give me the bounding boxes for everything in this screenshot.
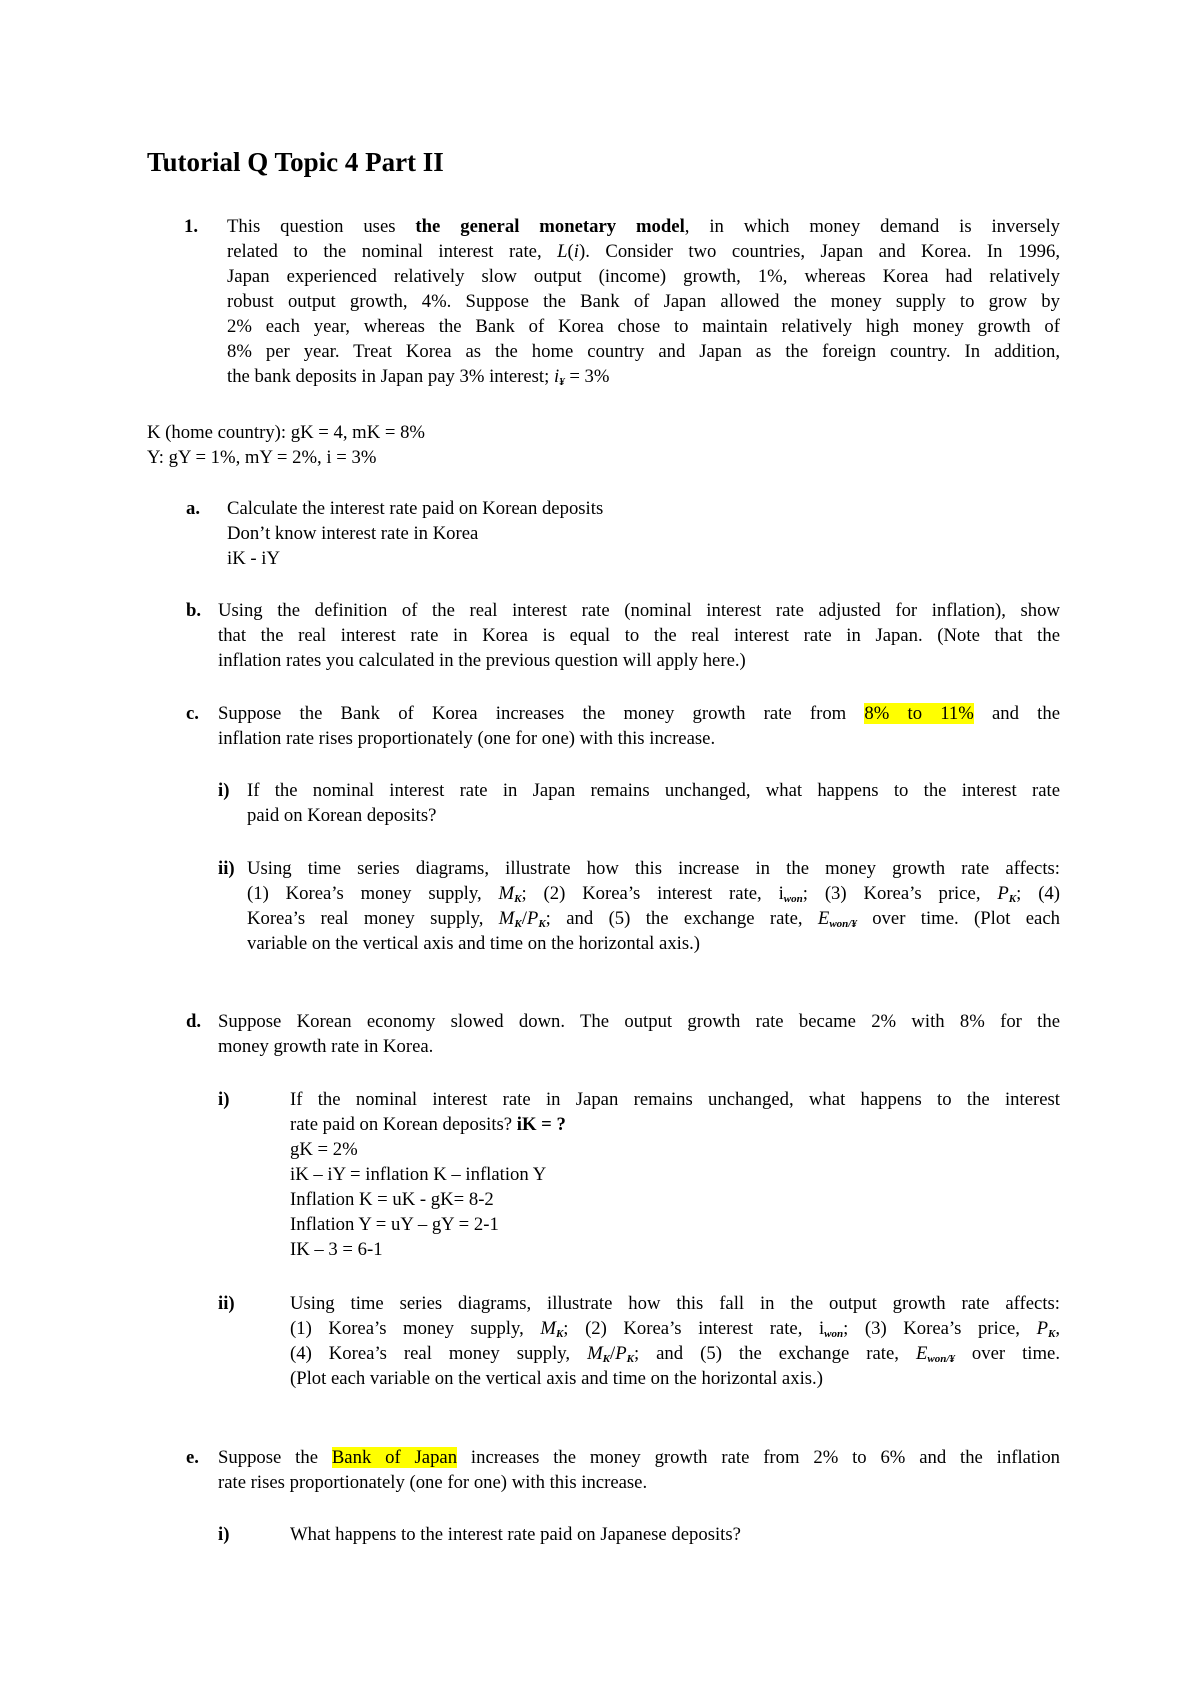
question-number: 1. [184, 216, 199, 237]
question-1-line: This question uses the general monetary model, in which money demand is inversely [227, 216, 1060, 237]
italic-symbol: P [526, 908, 539, 929]
part-d-ii-label: ii) [218, 1293, 235, 1314]
part-c-i-label: i) [218, 780, 230, 801]
subscript: K [602, 1353, 610, 1365]
part-c-line: Suppose the Bank of Korea increases the money growth rate from 8% to 11% and the [218, 703, 1061, 724]
italic-symbol: P [997, 883, 1009, 904]
italic-symbol: M [498, 908, 515, 929]
question-1-line: robust output growth, 4%. Suppose the Bank of Japan allowed the money supply to grow by [227, 291, 1060, 312]
subscript: K [1008, 893, 1017, 905]
part-c-line: inflation rate rises proportionately (one for one) with this increase. [218, 728, 716, 749]
subscript: won/¥ [829, 918, 857, 930]
subscript: K [514, 918, 522, 930]
part-d-ii-line: (4) Korea’s real money supply, $M_K/P_K$; and (5) the exchange rate, $E_{won/¥}$ over time. [290, 1343, 1060, 1365]
part-e-line: Suppose the Bank of Japan increases the money growth rate from 2% to 6% and the inflation [218, 1447, 1061, 1468]
part-d-i-line: Inflation Y = uY – gY = 2-1 [290, 1214, 499, 1235]
part-c-i-line: If the nominal interest rate in Japan remains unchanged, what happens to the interest rate [247, 780, 1060, 801]
part-d-label: d. [186, 1011, 202, 1032]
part-a-question: Calculate the interest rate paid on Korean deposits [227, 498, 604, 519]
question-1-line: 2% each year, whereas the Bank of Korea chose to maintain relatively high money growth of [227, 316, 1060, 337]
bold-text: iK = ? [516, 1114, 566, 1135]
italic-symbol: i [573, 241, 579, 262]
part-e-i-line: What happens to the interest rate paid on Japanese deposits? [290, 1524, 741, 1545]
part-d-i-line: iK – iY = inflation K – inflation Y [290, 1164, 547, 1185]
subscript: K [1047, 1328, 1056, 1340]
highlighted-text: 8% to 11% [864, 703, 974, 724]
subscript: ¥ [559, 376, 565, 388]
question-1-line: Japan experienced relatively slow output (income) growth, 1%, whereas Korea had relatively [227, 266, 1060, 287]
part-b-line: that the real interest rate in Korea is equal to the real interest rate in Japan. (Note that the [218, 625, 1060, 646]
part-d-i-line: rate paid on Korean deposits? iK = ? [290, 1114, 566, 1135]
given-foreign-country: Y: gY = 1%, mY = 2%, i = 3% [147, 447, 377, 468]
subscript: won/¥ [927, 1353, 955, 1365]
part-c-ii-label: ii) [218, 858, 235, 879]
part-d-i-line: Inflation K = uK - gK= 8-2 [290, 1189, 494, 1210]
part-d-i-line: gK = 2% [290, 1139, 358, 1160]
italic-symbol: M [540, 1318, 556, 1339]
italic-symbol: P [615, 1343, 627, 1364]
highlighted-text: Bank of Japan [331, 1447, 458, 1468]
part-c-label: c. [186, 703, 199, 724]
subscript: won [783, 893, 803, 905]
given-home-country: K (home country): gK = 4, mK = 8% [147, 422, 425, 443]
part-a-formula: iK - iY [227, 548, 280, 569]
italic-symbol: i [553, 366, 560, 387]
subscript: K [514, 893, 522, 905]
part-d-ii-line: Using time series diagrams, illustrate how this fall in the output growth rate affects: [290, 1293, 1060, 1314]
subscript: K [626, 1353, 634, 1365]
italic-symbol: E [817, 908, 830, 929]
part-b-line: inflation rates you calculated in the previous question will apply here.) [218, 650, 746, 671]
question-1-line: related to the nominal interest rate, L(i). Consider two countries, Japan and Korea. In 1996, [227, 241, 1060, 262]
question-1-line: the bank deposits in Japan pay 3% interest; $i_¥ = 3\%$ [227, 366, 610, 388]
bold-text: the general monetary model [415, 216, 685, 237]
question-1-line: 8% per year. Treat Korea as the home country and Japan as the foreign country. In addition, [227, 341, 1060, 362]
part-c-ii-line: variable on the vertical axis and time on the horizontal axis.) [247, 933, 701, 954]
part-d-line: Suppose Korean economy slowed down. The output growth rate became 2% with 8% for the [218, 1011, 1060, 1032]
italic-symbol: M [498, 883, 515, 904]
subscript: K [538, 918, 546, 930]
page-title: Tutorial Q Topic 4 Part II [147, 147, 444, 177]
italic-symbol: M [587, 1343, 603, 1364]
part-d-line: money growth rate in Korea. [218, 1036, 434, 1057]
part-d-ii-line: (Plot each variable on the vertical axis and time on the horizontal axis.) [290, 1368, 823, 1389]
part-e-line: rate rises proportionately (one for one) with this increase. [218, 1472, 648, 1493]
part-b-line: Using the definition of the real interest rate (nominal interest rate adjusted for inflation), show [218, 600, 1060, 621]
part-d-i-line: If the nominal interest rate in Japan remains unchanged, what happens to the interest [290, 1089, 1060, 1110]
part-c-ii-line: Using time series diagrams, illustrate how this increase in the money growth rate affects: [247, 858, 1060, 879]
part-d-i-label: i) [218, 1089, 230, 1110]
part-c-i-line: paid on Korean deposits? [247, 805, 437, 826]
italic-symbol: E [915, 1343, 928, 1364]
subscript: K [555, 1328, 564, 1340]
part-d-ii-line: (1) Korea’s money supply, $M_K$; (2) Korea’s interest rate, $i_{won}$; (3) Korea’s price, $P_K$, [290, 1318, 1060, 1340]
part-a-note: Don’t know interest rate in Korea [227, 523, 479, 544]
part-d-i-line: IK – 3 = 6-1 [290, 1239, 383, 1260]
italic-symbol: P [1036, 1318, 1048, 1339]
part-e-i-label: i) [218, 1524, 230, 1545]
part-a-label: a. [186, 498, 201, 519]
part-b-label: b. [186, 600, 202, 621]
part-c-ii-line: Korea’s real money supply, $M_K/P_K$; and (5) the exchange rate, $E_{won/¥}$ over time. (Plot each [247, 908, 1060, 930]
subscript: won [824, 1328, 844, 1340]
part-c-ii-line: (1) Korea’s money supply, $M_K$; (2) Korea’s interest rate, $i_{won}$; (3) Korea’s price, $P_K$; (4) [247, 883, 1060, 905]
italic-symbol: L [557, 241, 568, 262]
part-e-label: e. [186, 1447, 199, 1468]
